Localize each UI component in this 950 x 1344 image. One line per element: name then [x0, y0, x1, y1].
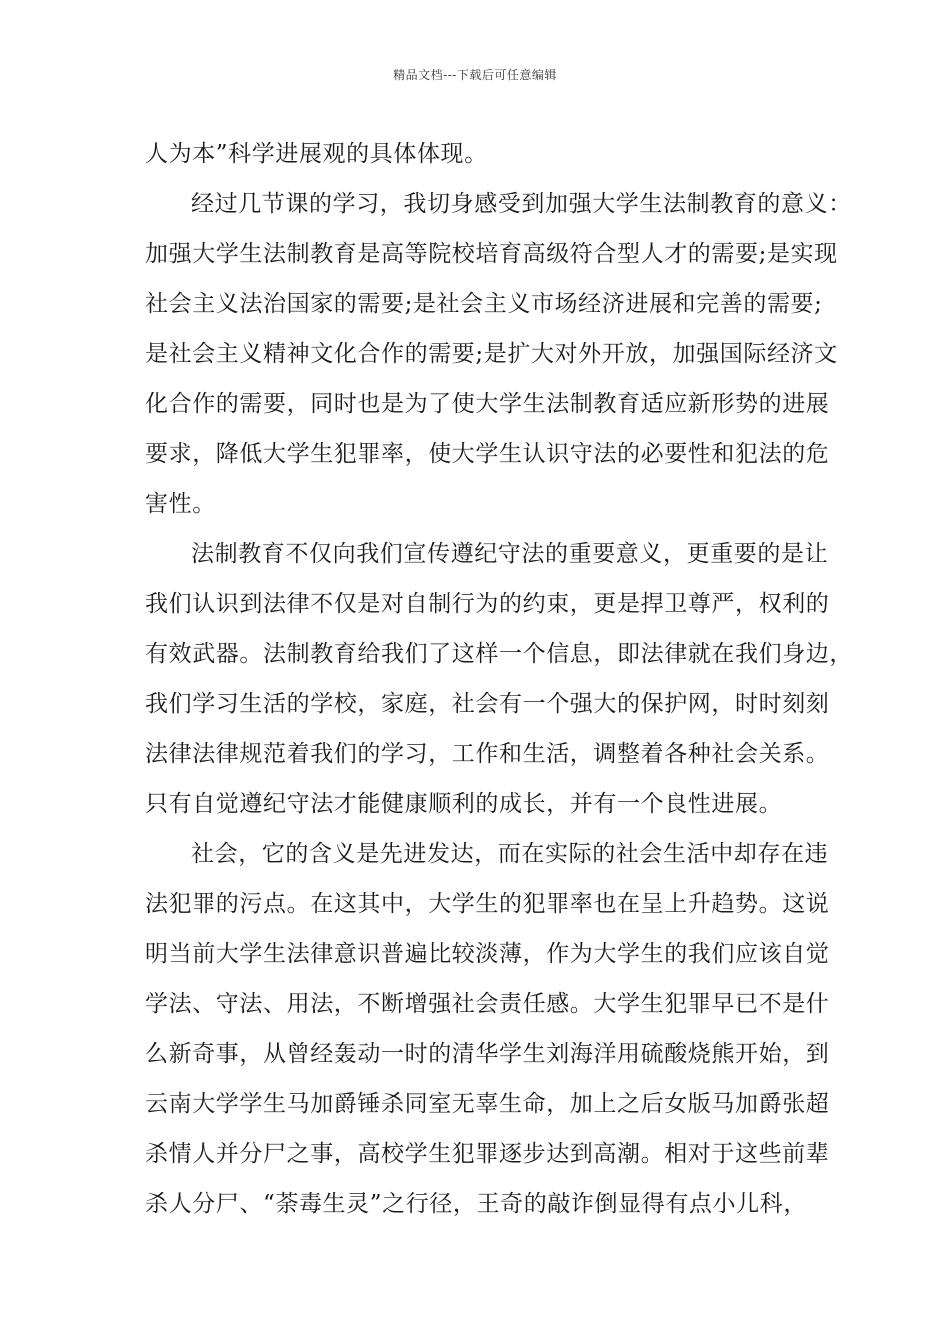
text-line: 社会，它的含义是先进发达，而在实际的社会生活中却存在违: [191, 841, 829, 867]
text-line: 学法、守法、用法，不断增强社会责任感。大学生犯罪早已不是什: [145, 991, 830, 1017]
text-line: 杀情人并分尸之事，高校学生犯罪逐步达到高潮。相对于这些前辈: [145, 1141, 830, 1167]
text-line: 法律法律规范着我们的学习，工作和生活，调整着各种社会关系。: [145, 741, 830, 767]
text-line: 加强大学生法制教育是高等院校培育高级符合型人才的需要;是实现: [145, 241, 838, 267]
text-line: 要求，降低大学生犯罪率，使大学生认识守法的必要性和犯法的危: [145, 441, 830, 467]
text-line: 我们认识到法律不仅是对自制行为的约束，更是捍卫尊严，权利的: [145, 591, 830, 617]
text-line: 杀人分尸、“荼毒生灵”之行径，王奇的敲诈倒显得有点小儿科，: [145, 1191, 807, 1217]
text-line: 法犯罪的污点。在这其中，大学生的犯罪率也在呈上升趋势。这说: [145, 891, 830, 917]
text-line: 化合作的需要，同时也是为了使大学生法制教育适应新形势的进展: [145, 391, 830, 417]
text-line: 经过几节课的学习，我切身感受到加强大学生法制教育的意义：: [191, 191, 852, 217]
text-line: 法制教育不仅向我们宣传遵纪守法的重要意义，更重要的是让: [191, 541, 829, 567]
text-line: 人为本”科学进展观的具体体现。: [145, 141, 488, 167]
text-line: 明当前大学生法律意识普遍比较淡薄，作为大学生的我们应该自觉: [145, 941, 830, 967]
body-text: [145, 129, 853, 1229]
text-line: 有效武器。法制教育给我们了这样一个信息，即法律就在我们身边，: [145, 641, 853, 667]
text-line: 害性。: [145, 491, 216, 517]
text-line: 只有自觉遵纪守法才能健康顺利的成长，并有一个良性进展。: [145, 791, 783, 817]
page-header: 精品文档---下载后可任意编辑: [393, 68, 557, 82]
text-line: 我们学习生活的学校，家庭，社会有一个强大的保护网，时时刻刻: [145, 691, 830, 717]
text-line: 云南大学学生马加爵锤杀同室无辜生命，加上之后女版马加爵张超: [145, 1091, 830, 1117]
text-line: 么新奇事，从曾经轰动一时的清华学生刘海洋用硫酸烧熊开始，到: [145, 1041, 830, 1067]
text-line: 是社会主义精神文化合作的需要;是扩大对外开放，加强国际经济文: [145, 341, 838, 367]
text-line: 社会主义法治国家的需要;是社会主义市场经济进展和完善的需要;: [145, 291, 823, 317]
